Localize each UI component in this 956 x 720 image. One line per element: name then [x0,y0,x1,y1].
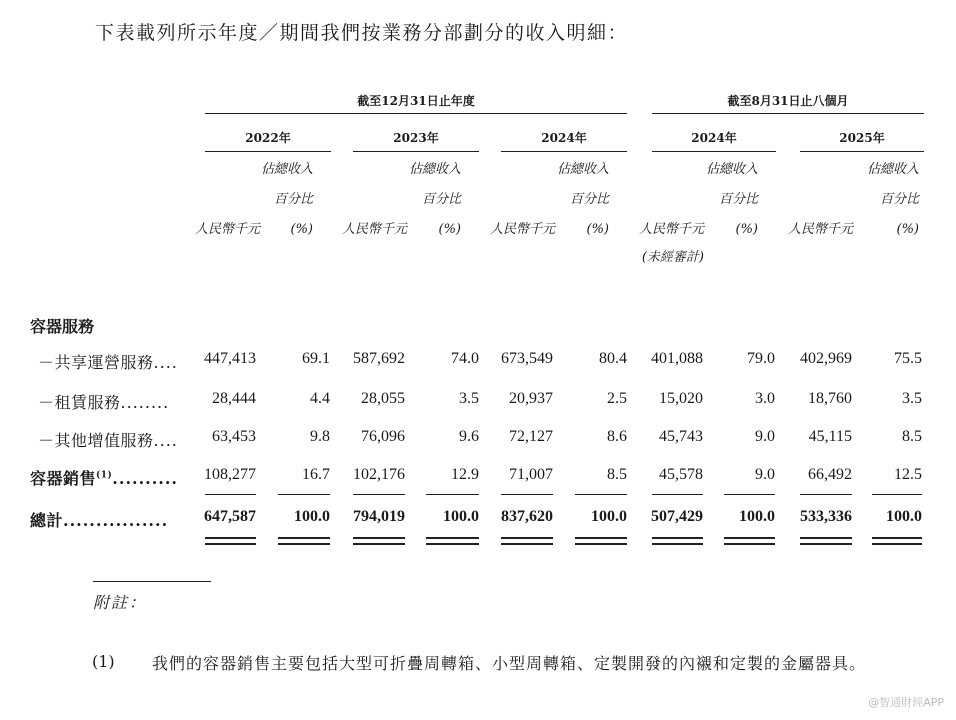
total-double-rule [652,537,703,539]
table-cell: 401,088 [651,350,703,367]
total-double-rule [353,543,405,545]
year-rule-1 [205,151,331,152]
table-cell: 8.5 [902,428,922,445]
table-cell: 79.0 [747,350,775,367]
row-footnote-ref: (1) [96,470,113,481]
year-rule-5 [800,151,924,152]
total-double-rule [501,543,553,545]
pct-header-unit: (%) [438,222,461,237]
footnote-rule [93,581,211,582]
table-cell: 28,055 [361,390,405,407]
table-cell: 3.5 [459,390,479,407]
pct-header-unit: (%) [735,222,758,237]
row-label-text: －其他增值服務 [38,431,154,450]
year-rule-3 [501,151,627,152]
table-cell: 8.6 [607,428,627,445]
amount-header: 人民幣千元 [341,222,407,237]
group-header-period: 截至8月31日止八個月 [727,94,849,108]
year-header-3: 2024年 [541,131,587,145]
table-cell: 647,587 [204,508,256,525]
table-cell: 16.7 [302,466,330,483]
row-label-text: 容器銷售 [30,469,97,488]
row-leader-dots: .......... [112,469,178,488]
table-cell: 100.0 [591,508,627,525]
table-cell: 20,937 [509,390,553,407]
total-double-rule [205,537,256,539]
row-leader-dots: .... [153,431,178,450]
subtotal-rule [800,494,852,495]
table-cell: 9.8 [310,428,330,445]
footnote-text: 我們的容器銷售主要包括大型可折疊周轉箱、小型周轉箱、定製開發的內襯和定製的金屬器具。 [152,654,867,673]
group-header-year: 截至12月31日止年度 [357,94,475,108]
row-leader-dots: ........ [120,393,170,412]
table-cell: 9.0 [755,428,775,445]
total-double-rule [872,537,922,539]
row-label [30,466,178,489]
group-rule-year [205,113,627,114]
table-cell: 794,019 [353,508,405,525]
table-cell: 9.0 [755,466,775,483]
footnote-number: (1) [92,652,115,671]
table-cell: 402,969 [800,350,852,367]
table-cell: 100.0 [739,508,775,525]
subtotal-rule [575,494,627,495]
table-cell: 72,127 [509,428,553,445]
year-rule-2 [353,151,479,152]
total-double-rule [724,537,775,539]
footnote-title: 附註： [93,593,148,612]
table-cell: 108,277 [204,466,256,483]
table-cell: 100.0 [443,508,479,525]
table-cell: 45,578 [659,466,703,483]
table-cell: 12.5 [894,466,922,483]
total-double-rule [353,537,405,539]
total-double-rule [205,543,256,545]
row-label-text: 總計 [30,511,64,530]
year-rule-4 [652,151,776,152]
total-double-rule [426,537,479,539]
subtotal-rule [278,494,330,495]
subtotal-rule [652,494,703,495]
watermark: @智通財經APP [868,696,944,709]
subtotal-rule [724,494,775,495]
table-cell: 8.5 [607,466,627,483]
row-label-text: －共享運營服務 [38,353,154,372]
table-cell: 837,620 [501,508,553,525]
subtotal-rule [353,494,405,495]
subtotal-rule [501,494,553,495]
table-cell: 18,760 [808,390,852,407]
table-cell: 4.4 [310,390,330,407]
table-cell: 100.0 [294,508,330,525]
total-double-rule [501,537,553,539]
row-leader-dots: ................ [63,511,169,530]
section-title: 容器服務 [30,317,95,336]
pct-header-line2: 百分比 [718,192,758,207]
table-cell: 587,692 [353,350,405,367]
table-cell: 102,176 [353,466,405,483]
row-label [38,350,178,373]
intro-text: 下表載列所示年度／期間我們按業務分部劃分的收入明細： [95,22,629,44]
table-cell: 2.5 [607,390,627,407]
total-double-rule [575,537,627,539]
table-cell: 45,743 [659,428,703,445]
amount-header: 人民幣千元 [194,222,260,237]
subtotal-rule [426,494,479,495]
pct-header-line1: 佔總收入 [705,162,758,177]
table-cell: 28,444 [212,390,256,407]
amount-header: 人民幣千元 [489,222,555,237]
table-cell: 447,413 [204,350,256,367]
row-label [38,428,178,451]
pct-header-unit: (%) [896,222,919,237]
table-cell: 15,020 [659,390,703,407]
table-cell: 74.0 [451,350,479,367]
row-label [38,390,169,413]
table-cell: 3.5 [902,390,922,407]
total-double-rule [800,543,852,545]
total-double-rule [426,543,479,545]
total-double-rule [800,537,852,539]
pct-header-line1: 佔總收入 [556,162,609,177]
row-label [30,508,168,531]
pct-header-line1: 佔總收入 [866,162,919,177]
total-double-rule [278,543,330,545]
total-double-rule [872,543,922,545]
pct-header-line2: 百分比 [879,192,919,207]
amount-header: 人民幣千元 [638,222,704,237]
total-double-rule [278,537,330,539]
table-cell: 71,007 [509,466,553,483]
table-cell: 9.6 [459,428,479,445]
row-label-text: －租賃服務 [38,393,121,412]
year-header-1: 2022年 [245,131,291,145]
table-cell: 76,096 [361,428,405,445]
amount-header: 人民幣千元 [787,222,853,237]
total-double-rule [652,543,703,545]
table-cell: 12.9 [451,466,479,483]
pct-header-line2: 百分比 [569,192,609,207]
pct-header-line1: 佔總收入 [408,162,461,177]
unaudited-note: (未經審計) [641,250,704,265]
total-double-rule [724,543,775,545]
table-cell: 63,453 [212,428,256,445]
row-leader-dots: .... [153,353,178,372]
table-cell: 75.5 [894,350,922,367]
subtotal-rule [872,494,922,495]
year-header-5: 2025年 [839,131,885,145]
year-header-2: 2023年 [393,131,439,145]
group-rule-period [652,113,924,114]
pct-header-line2: 百分比 [421,192,461,207]
table-cell: 533,336 [800,508,852,525]
table-cell: 66,492 [808,466,852,483]
pct-header-unit: (%) [586,222,609,237]
table-cell: 100.0 [886,508,922,525]
table-cell: 507,429 [651,508,703,525]
table-cell: 69.1 [302,350,330,367]
table-cell: 80.4 [599,350,627,367]
total-double-rule [575,543,627,545]
year-header-4: 2024年 [691,131,737,145]
pct-header-line2: 百分比 [273,192,313,207]
table-cell: 45,115 [808,428,852,445]
table-cell: 673,549 [501,350,553,367]
subtotal-rule [205,494,256,495]
pct-header-unit: (%) [290,222,313,237]
table-cell: 3.0 [755,390,775,407]
pct-header-line1: 佔總收入 [260,162,313,177]
